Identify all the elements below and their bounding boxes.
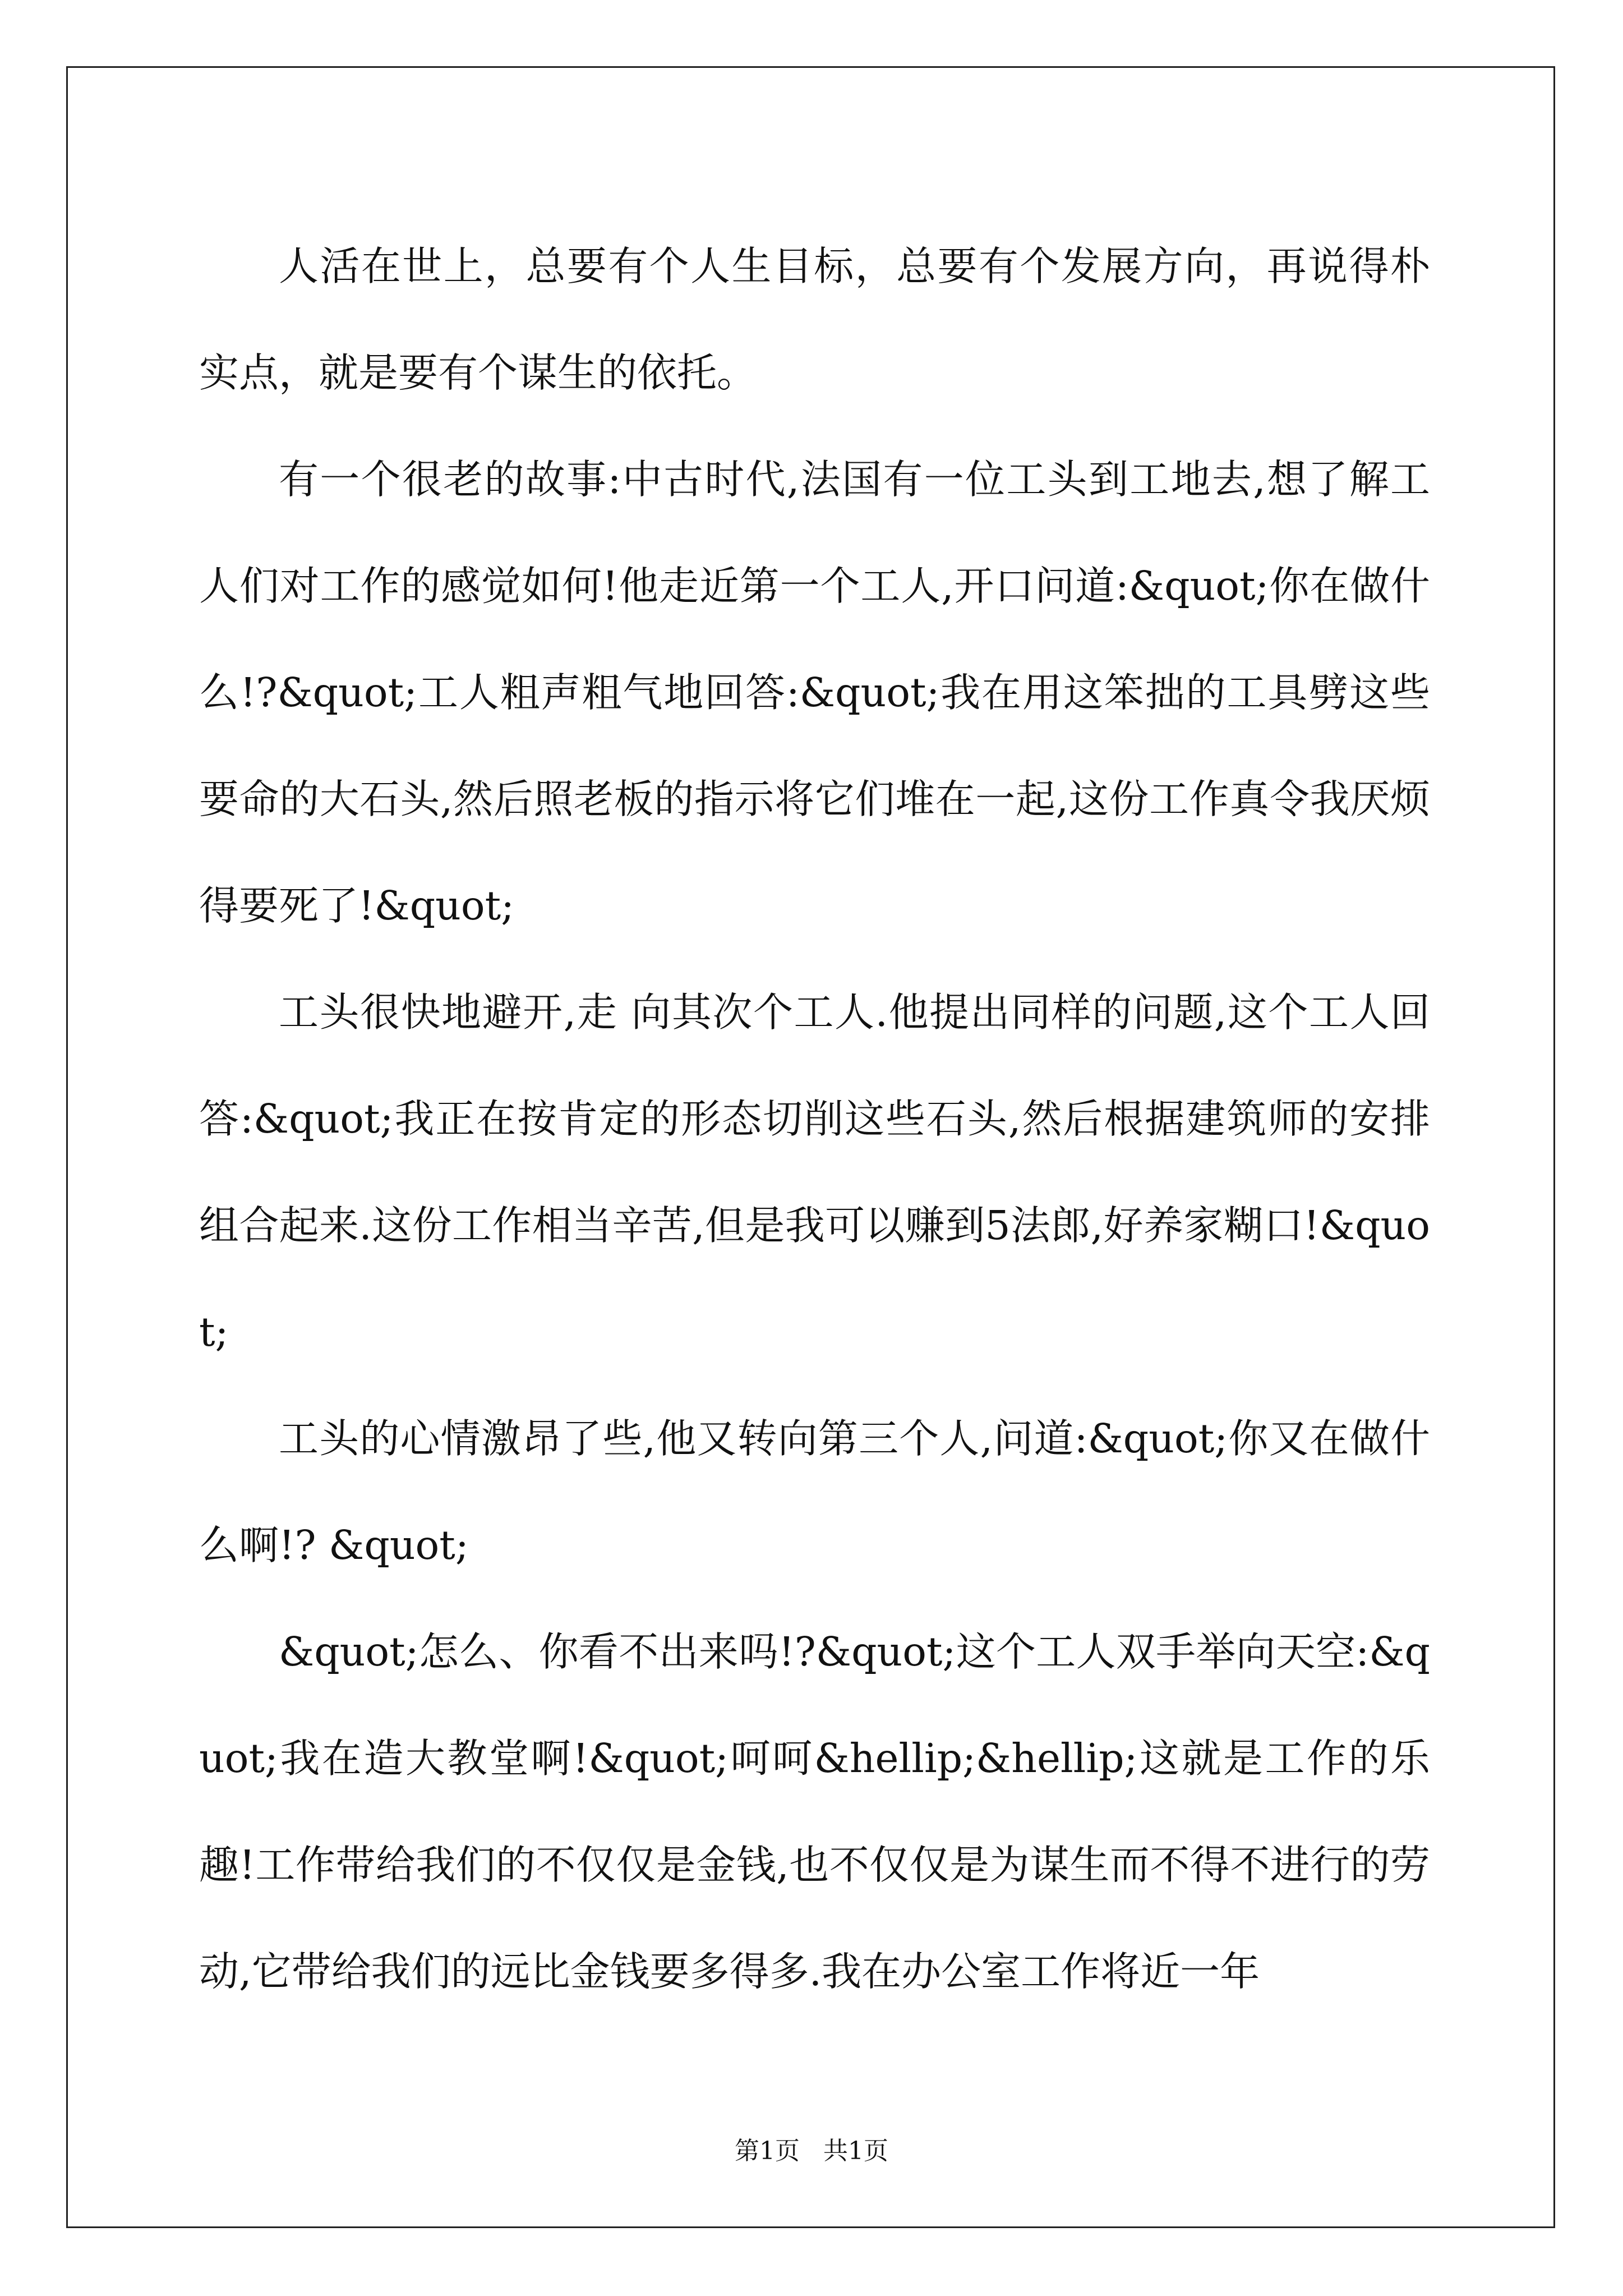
paragraph: 工头很快地避开,走 向其次个工人.他提出同样的问题,这个工人回答:&quot;我正在按肯定的形态切削这些石头,然后根据建筑师的安排组合起来.这份工作相当辛苦,但是我可以赚到5法郎,好养家糊口!&quot; xyxy=(199,989,1430,1355)
paragraph: 人活在世上，总要有个人生目标，总要有个发展方向，再说得朴实点，就是要有个谋生的依托。 xyxy=(199,243,1430,396)
page-number-footer: 第1页 共1页 xyxy=(735,2137,888,2165)
paragraph: 工头的心情激昂了些,他又转向第三个人,问道:&quot;你又在做什么啊!? &quot; xyxy=(199,1415,1430,1568)
paragraph: 有一个很老的故事:中古时代,法国有一位工头到工地去,想了解工人们对工作的感觉如何!他走近第一个工人,开口问道:&quot;你在做什么!?&quot;工人粗声粗气地回答:&quot;我在用这笨拙的工具劈这些要命的大石头,然后照老板的指示将它们堆在一起,这份工作真令我厌烦得要死了!&quot; xyxy=(199,456,1430,929)
document-body xyxy=(199,213,1430,2025)
paragraph: &quot;怎么、你看不出来吗!?&quot;这个工人双手举向天空:&quot;我在造大教堂啊!&quot;呵呵&hellip;&hellip;这就是工作的乐趣!工作带给我们的不仅仅是金钱,也不仅仅是为谋生而不得不进行的劳动,它带给我们的远比金钱要多得多.我在办公室工作将近一年 xyxy=(199,1628,1430,1995)
